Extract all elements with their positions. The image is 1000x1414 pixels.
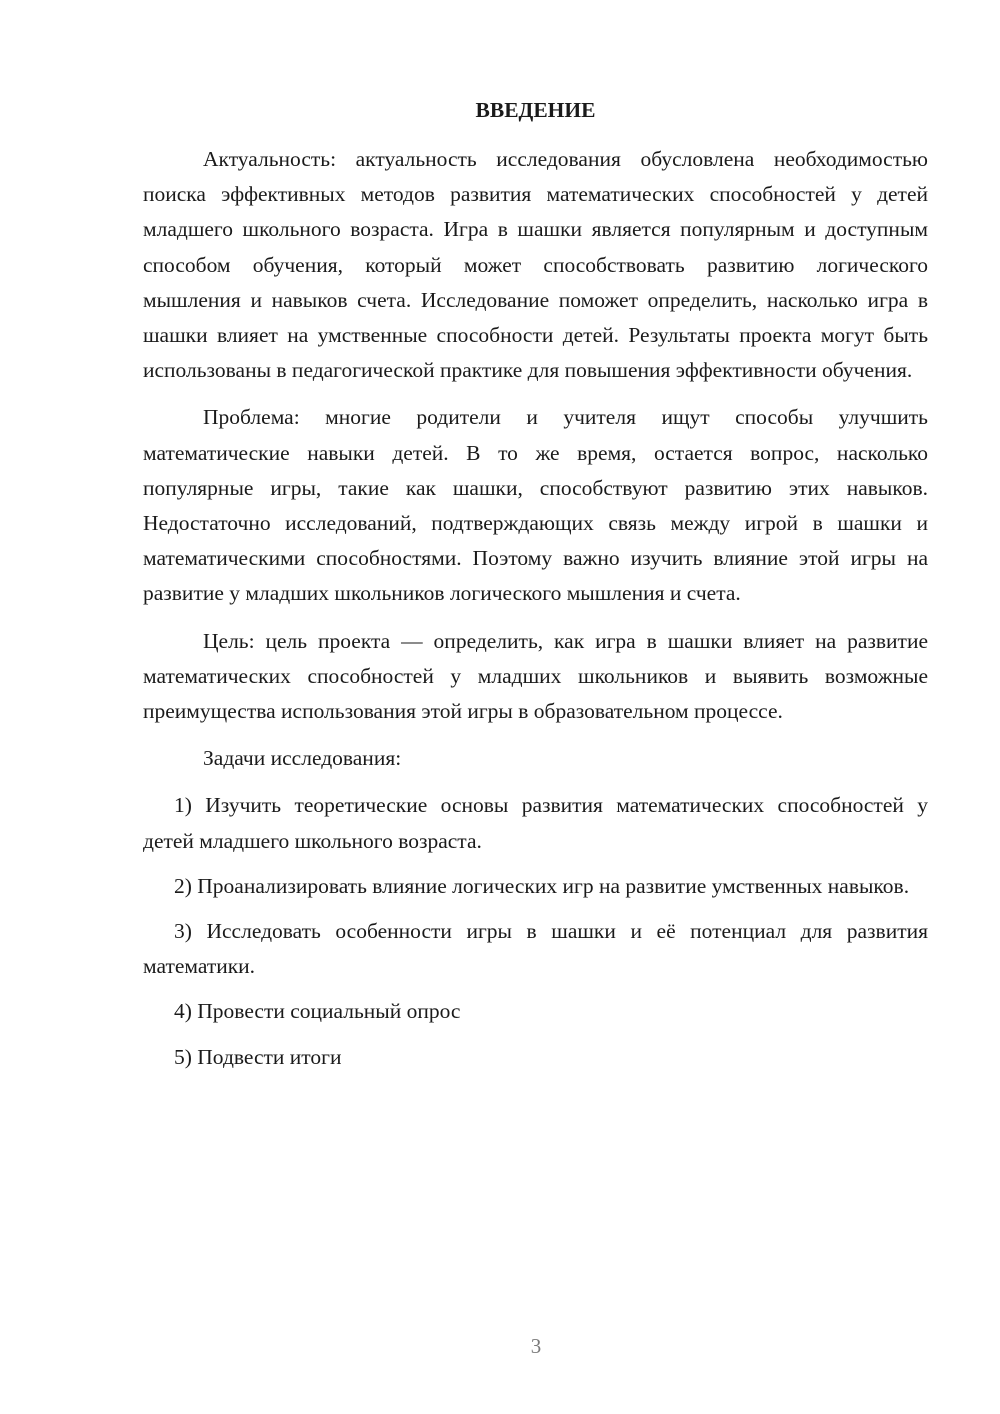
tasks-heading: Задачи исследования: [203,746,402,771]
paragraph-problem: Проблема: многие родители и учителя ищут способы улучшить математические навыки детей. В то же время, остается вопрос, насколько популярные игры, такие как шашки, способствуют развитию этих навыков. Недостаточно исследований, подтверждающих связь между игрой в шашки и математическими способностями. Поэтому важно изучить влияние этой игры на развитие у младших школьников логического мышления и счета. [143,405,928,606]
task-item-4: 4) Провести социальный опрос [174,999,461,1024]
task-item-1: 1) Изучить теоретические основы развития математических способностей у детей младшего школьного возраста. [143,793,928,853]
task-item-2: 2) Проанализировать влияние логических игр на развитие умственных навыков. [174,873,910,898]
task-item-5: 5) Подвести итоги [174,1044,342,1069]
paragraph-relevance: Актуальность: актуальность исследования обусловлена необходимостью поиска эффективных методов развития математических способностей у детей младшего школьного возраста. Игра в шашки является популярным и доступным способом обучения, который может способствовать развитию логического мышления и навыков счета. Исследование поможет определить, насколько игра в шашки влияет на умственные способности детей. Результаты проекта могут быть использованы в педагогической практике для повышения эффективности обучения. [143,147,928,383]
page-number: 3 [530,1334,542,1358]
document-body [143,142,928,1085]
page-title: ВВЕДЕНИЕ [475,98,596,122]
paragraph-goal: Цель: цель проекта — определить, как игра в шашки влияет на развитие математических способностей у младших школьников и выявить возможные преимущества использования этой игры в образовательном процессе. [143,628,928,724]
task-item-3: 3) Исследовать особенности игры в шашки и её потенциал для развития математики. [143,919,928,979]
